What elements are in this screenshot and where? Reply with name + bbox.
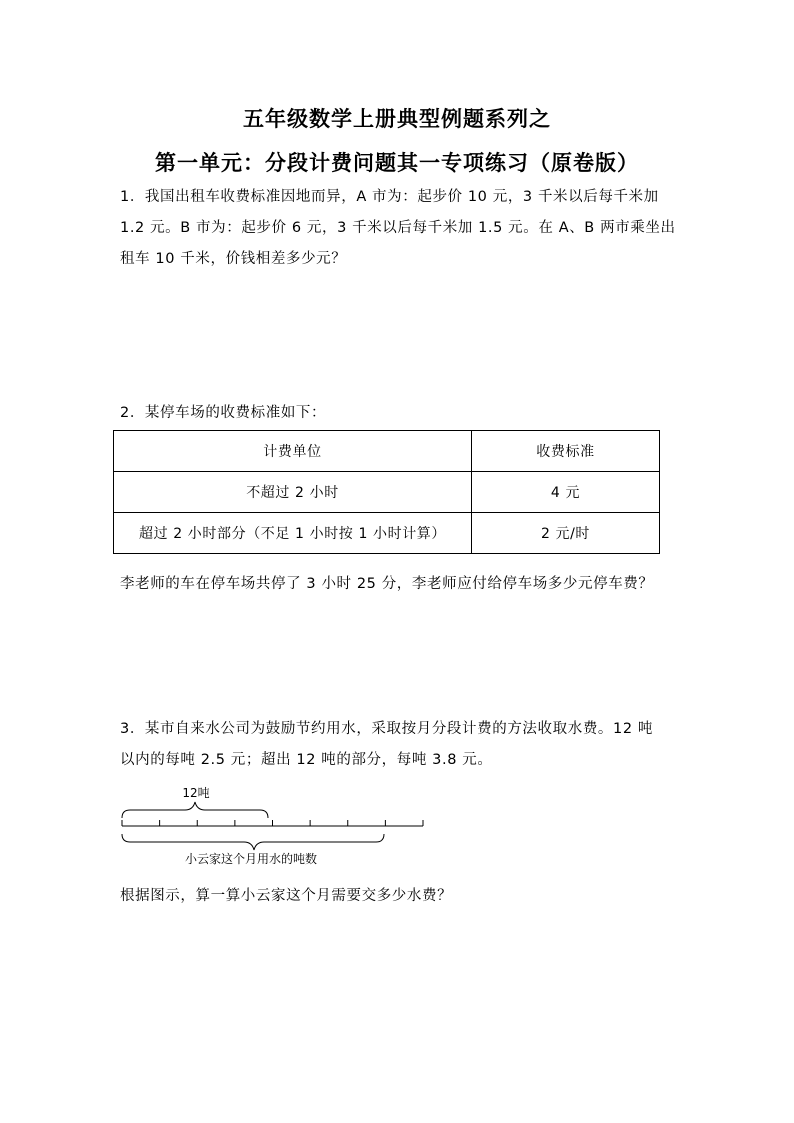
parking-fee-table [113, 430, 660, 554]
question-1 [120, 182, 680, 275]
table-header-cell: 收费标准 [472, 431, 660, 472]
table-cell: 不超过 2 小时 [114, 472, 472, 513]
bottom-brace-label: 小云家这个月用水的吨数 [184, 852, 318, 866]
table-row [114, 472, 660, 513]
table-cell: 超过 2 小时部分（不足 1 小时按 1 小时计算） [114, 513, 472, 554]
table-row [114, 513, 660, 554]
question-3-text: 根据图示，算一算小云家这个月需要交多少水费？ [120, 888, 453, 904]
question-2-intro: 2．某停车场的收费标准如下： [120, 405, 327, 421]
question-2-text: 李老师的车在停车场共停了 3 小时 25 分，李老师应付给停车场多少元停车费？ [120, 576, 654, 592]
worksheet-subtitle: 第一单元：分段计费问题其一专项练习（原卷版） [155, 151, 639, 175]
question-3-line: 3．某市自来水公司为鼓励节约用水，采取按月分段计费的方法收取水费。12 吨 [120, 721, 653, 737]
top-brace [122, 802, 268, 818]
question-3 [120, 714, 680, 776]
table-cell: 4 元 [472, 472, 660, 513]
table-cell: 2 元/时 [472, 513, 660, 554]
top-brace-label: 12吨 [182, 786, 210, 800]
worksheet-title: 五年级数学上册典型例题系列之 [243, 107, 551, 131]
table-header-cell: 计费单位 [114, 431, 472, 472]
question-1-line: 租车 10 千米，价钱相差多少元？ [120, 251, 347, 267]
table-header-row [114, 431, 660, 472]
tick-marks [122, 820, 423, 826]
question-1-line: 1.2 元。B 市为：起步价 6 元，3 千米以后每千米加 1.5 元。在 A、B 两市乘坐出 [120, 220, 676, 236]
question-3-line: 以内的每吨 2.5 元；超出 12 吨的部分，每吨 3.8 元。 [120, 752, 493, 768]
question-1-line: 1．我国出租车收费标准因地而异，A 市为：起步价 10 元，3 千米以后每千米加 [120, 189, 659, 205]
bottom-brace [122, 834, 384, 850]
water-usage-diagram [116, 782, 436, 872]
